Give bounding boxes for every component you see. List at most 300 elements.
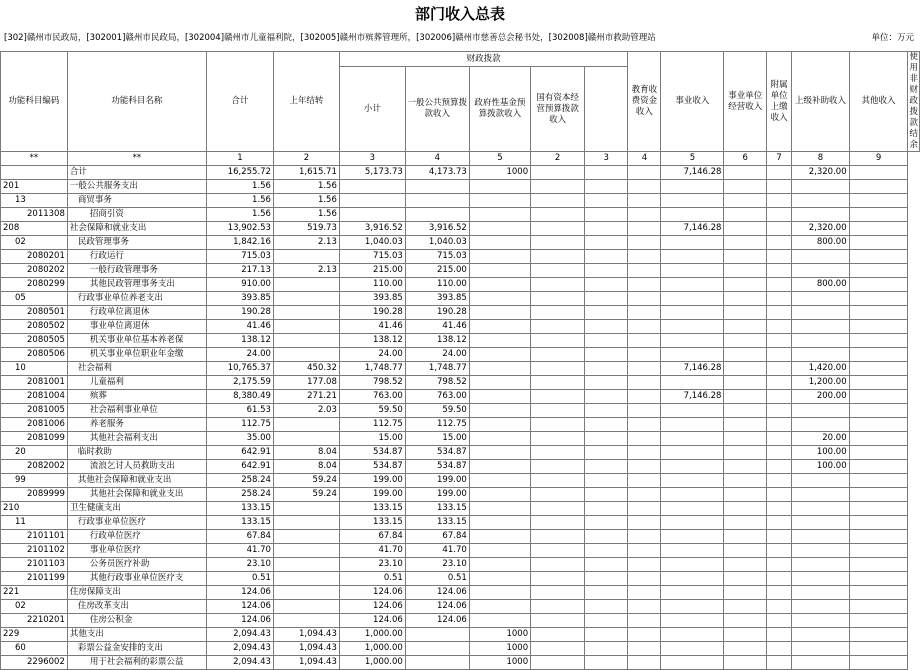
value-cell: [661, 572, 724, 586]
code-cell: 2081005: [1, 404, 68, 418]
value-cell: [531, 404, 585, 418]
header-subsidiary: 附属单位上缴收入: [766, 52, 791, 152]
value-cell: 177.08: [273, 376, 339, 390]
value-cell: 133.15: [405, 502, 469, 516]
header-superior: 上级补助收入: [792, 52, 849, 152]
value-cell: [724, 488, 767, 502]
value-cell: 67.84: [405, 530, 469, 544]
value-cell: 124.06: [339, 586, 405, 600]
value-cell: 1.56: [273, 194, 339, 208]
value-cell: [849, 572, 908, 586]
value-cell: [585, 474, 628, 488]
name-cell: 临时救助: [67, 446, 206, 460]
value-cell: [628, 474, 661, 488]
value-cell: [849, 390, 908, 404]
value-cell: 271.21: [273, 390, 339, 404]
value-cell: [661, 250, 724, 264]
value-cell: [849, 460, 908, 474]
value-cell: 1,040.03: [405, 236, 469, 250]
value-cell: 450.32: [273, 362, 339, 376]
value-cell: [531, 642, 585, 656]
column-index-cell: 8: [792, 152, 849, 166]
value-cell: [849, 404, 908, 418]
value-cell: [628, 264, 661, 278]
name-cell: 其他支出: [67, 628, 206, 642]
value-cell: [766, 418, 791, 432]
value-cell: 10,765.37: [206, 362, 273, 376]
value-cell: [661, 642, 724, 656]
value-cell: [469, 376, 530, 390]
table-row: [1, 404, 920, 418]
value-cell: [628, 418, 661, 432]
value-cell: [792, 516, 849, 530]
value-cell: [585, 558, 628, 572]
department-list: [302]赣州市民政局，[302001]赣州市民政局，[302004]赣州市儿童福利院，[302005]赣州市殡葬管理所，[302006]赣州市慈善总会秘书处，[302008]赣州市救助管理站: [4, 33, 656, 43]
value-cell: [628, 222, 661, 236]
value-cell: [531, 516, 585, 530]
value-cell: [792, 194, 849, 208]
table-row: [1, 474, 920, 488]
value-cell: [531, 446, 585, 460]
value-cell: [585, 488, 628, 502]
code-cell: 2081004: [1, 390, 68, 404]
value-cell: [766, 166, 791, 180]
value-cell: [724, 306, 767, 320]
value-cell: [531, 250, 585, 264]
table-row: [1, 208, 920, 222]
value-cell: [531, 194, 585, 208]
value-cell: [724, 292, 767, 306]
value-cell: [628, 362, 661, 376]
value-cell: 133.15: [339, 516, 405, 530]
name-cell: 住房公积金: [67, 614, 206, 628]
income-summary-table: [0, 51, 920, 670]
value-cell: [792, 558, 849, 572]
value-cell: [661, 236, 724, 250]
column-index-cell: 5: [469, 152, 530, 166]
value-cell: [585, 544, 628, 558]
value-cell: [724, 642, 767, 656]
value-cell: [273, 432, 339, 446]
value-cell: [531, 180, 585, 194]
table-row: [1, 586, 920, 600]
value-cell: 16,255.72: [206, 166, 273, 180]
value-cell: 199.00: [405, 488, 469, 502]
code-cell: 2080202: [1, 264, 68, 278]
value-cell: 24.00: [206, 348, 273, 362]
value-cell: [531, 614, 585, 628]
value-cell: [766, 404, 791, 418]
value-cell: [628, 320, 661, 334]
value-cell: [724, 432, 767, 446]
value-cell: [628, 488, 661, 502]
value-cell: 2.03: [273, 404, 339, 418]
value-cell: [766, 348, 791, 362]
value-cell: 2,094.43: [206, 628, 273, 642]
value-cell: [766, 586, 791, 600]
value-cell: [724, 208, 767, 222]
name-cell: 社会保障和就业支出: [67, 222, 206, 236]
value-cell: [469, 544, 530, 558]
value-cell: [792, 488, 849, 502]
value-cell: [531, 474, 585, 488]
value-cell: [792, 320, 849, 334]
value-cell: [849, 516, 908, 530]
column-index-cell: 2: [273, 152, 339, 166]
value-cell: [273, 250, 339, 264]
value-cell: 2,175.59: [206, 376, 273, 390]
value-cell: 1,748.77: [405, 362, 469, 376]
name-cell: 其他社会福利支出: [67, 432, 206, 446]
table-row: [1, 362, 920, 376]
value-cell: [792, 306, 849, 320]
value-cell: [469, 530, 530, 544]
value-cell: [469, 446, 530, 460]
value-cell: [724, 404, 767, 418]
header-state-capital: 国有资本经营预算拨款收入: [531, 67, 585, 152]
value-cell: [469, 516, 530, 530]
value-cell: [661, 180, 724, 194]
value-cell: [724, 278, 767, 292]
value-cell: [849, 222, 908, 236]
name-cell: 其他社会保障和就业支出: [67, 474, 206, 488]
value-cell: 1.56: [273, 208, 339, 222]
column-index-cell: 6: [724, 152, 767, 166]
value-cell: 138.12: [339, 334, 405, 348]
value-cell: 800.00: [792, 278, 849, 292]
name-cell: 社会福利: [67, 362, 206, 376]
code-cell: 2081099: [1, 432, 68, 446]
value-cell: [585, 516, 628, 530]
name-cell: 卫生健康支出: [67, 502, 206, 516]
name-cell: 行政事业单位养老支出: [67, 292, 206, 306]
table-row: [1, 642, 920, 656]
value-cell: [792, 348, 849, 362]
value-cell: [405, 628, 469, 642]
value-cell: [469, 278, 530, 292]
value-cell: [585, 614, 628, 628]
value-cell: [531, 530, 585, 544]
value-cell: [628, 166, 661, 180]
value-cell: [792, 334, 849, 348]
value-cell: [585, 264, 628, 278]
value-cell: [585, 628, 628, 642]
table-row: [1, 222, 920, 236]
value-cell: [724, 362, 767, 376]
value-cell: [628, 446, 661, 460]
value-cell: [405, 208, 469, 222]
value-cell: 258.24: [206, 488, 273, 502]
value-cell: 0.51: [206, 572, 273, 586]
value-cell: 133.15: [405, 516, 469, 530]
value-cell: [628, 530, 661, 544]
value-cell: 133.15: [339, 502, 405, 516]
value-cell: [849, 306, 908, 320]
value-cell: [628, 572, 661, 586]
value-cell: [531, 236, 585, 250]
value-cell: [531, 334, 585, 348]
value-cell: [628, 376, 661, 390]
value-cell: [628, 642, 661, 656]
value-cell: 110.00: [405, 278, 469, 292]
value-cell: 41.46: [206, 320, 273, 334]
value-cell: 910.00: [206, 278, 273, 292]
table-row: [1, 264, 920, 278]
value-cell: [531, 656, 585, 670]
name-cell: 其他社会保障和就业支出: [67, 488, 206, 502]
value-cell: 190.28: [405, 306, 469, 320]
value-cell: 61.53: [206, 404, 273, 418]
code-cell: 2011308: [1, 208, 68, 222]
value-cell: 1000: [469, 628, 530, 642]
value-cell: [531, 292, 585, 306]
value-cell: [849, 166, 908, 180]
name-cell: 合计: [67, 166, 206, 180]
value-cell: [405, 656, 469, 670]
value-cell: [849, 194, 908, 208]
value-cell: [724, 628, 767, 642]
value-cell: 15.00: [339, 432, 405, 446]
value-cell: [469, 502, 530, 516]
column-index-cell: **: [67, 152, 206, 166]
value-cell: 215.00: [405, 264, 469, 278]
table-row: [1, 306, 920, 320]
table-row: [1, 348, 920, 362]
name-cell: 殡葬: [67, 390, 206, 404]
value-cell: 763.00: [405, 390, 469, 404]
column-index-cell: 3: [585, 152, 628, 166]
value-cell: [273, 558, 339, 572]
value-cell: 190.28: [206, 306, 273, 320]
column-index-cell: 7: [766, 152, 791, 166]
page-title: 部门收入总表: [414, 5, 505, 23]
value-cell: 1,748.77: [339, 362, 405, 376]
value-cell: 7,146.28: [661, 390, 724, 404]
value-cell: [766, 390, 791, 404]
code-cell: 02: [1, 600, 68, 614]
value-cell: [661, 264, 724, 278]
value-cell: 2.13: [273, 236, 339, 250]
name-cell: 机关事业单位职业年金缴: [67, 348, 206, 362]
value-cell: [766, 488, 791, 502]
value-cell: [531, 460, 585, 474]
value-cell: [469, 320, 530, 334]
code-cell: 2296002: [1, 656, 68, 670]
table-row: [1, 502, 920, 516]
header-edu-fee: 教育收费资金收入: [628, 52, 661, 152]
value-cell: [469, 474, 530, 488]
value-cell: [849, 334, 908, 348]
value-cell: [661, 530, 724, 544]
value-cell: [469, 432, 530, 446]
value-cell: [469, 180, 530, 194]
header-subtotal: 小计: [339, 67, 405, 152]
value-cell: [628, 656, 661, 670]
value-cell: 8.04: [273, 460, 339, 474]
value-cell: [628, 180, 661, 194]
value-cell: [469, 586, 530, 600]
value-cell: 1000: [469, 656, 530, 670]
table-row: [1, 656, 920, 670]
value-cell: [792, 544, 849, 558]
value-cell: [585, 292, 628, 306]
header-fiscal: 财政拨款: [339, 52, 628, 67]
value-cell: [585, 446, 628, 460]
value-cell: [724, 194, 767, 208]
value-cell: 1000: [469, 166, 530, 180]
code-cell: 2101102: [1, 544, 68, 558]
value-cell: [766, 502, 791, 516]
column-index-cell: 2: [531, 152, 585, 166]
value-cell: [585, 166, 628, 180]
value-cell: [531, 362, 585, 376]
code-cell: 20: [1, 446, 68, 460]
value-cell: [585, 404, 628, 418]
value-cell: 199.00: [339, 474, 405, 488]
value-cell: [628, 306, 661, 320]
name-cell: 事业单位医疗: [67, 544, 206, 558]
value-cell: 2,094.43: [206, 656, 273, 670]
value-cell: [724, 418, 767, 432]
value-cell: [849, 558, 908, 572]
value-cell: [531, 278, 585, 292]
value-cell: [628, 614, 661, 628]
value-cell: [273, 292, 339, 306]
value-cell: [469, 222, 530, 236]
value-cell: 190.28: [339, 306, 405, 320]
value-cell: [849, 264, 908, 278]
value-cell: [531, 628, 585, 642]
value-cell: [469, 208, 530, 222]
value-cell: [724, 222, 767, 236]
value-cell: 763.00: [339, 390, 405, 404]
column-index-cell: 9: [849, 152, 908, 166]
value-cell: [339, 208, 405, 222]
value-cell: [585, 334, 628, 348]
value-cell: [792, 404, 849, 418]
name-cell: 招商引资: [67, 208, 206, 222]
name-cell: 住房改革支出: [67, 600, 206, 614]
value-cell: [531, 320, 585, 334]
value-cell: [792, 264, 849, 278]
value-cell: [531, 432, 585, 446]
header-gov-fund: 政府性基金预算拨款收入: [469, 67, 530, 152]
value-cell: [661, 208, 724, 222]
value-cell: [469, 250, 530, 264]
value-cell: [273, 334, 339, 348]
value-cell: [628, 194, 661, 208]
value-cell: 4,173.73: [405, 166, 469, 180]
value-cell: [849, 446, 908, 460]
code-cell: 229: [1, 628, 68, 642]
value-cell: [766, 194, 791, 208]
value-cell: 13,902.53: [206, 222, 273, 236]
column-index-row: [1, 152, 920, 166]
column-index-cell: 3: [339, 152, 405, 166]
value-cell: [273, 278, 339, 292]
value-cell: [585, 362, 628, 376]
value-cell: 1.56: [206, 194, 273, 208]
value-cell: 1,094.43: [273, 628, 339, 642]
value-cell: [469, 418, 530, 432]
code-cell: 60: [1, 642, 68, 656]
value-cell: [273, 502, 339, 516]
value-cell: [531, 558, 585, 572]
table-row: [1, 600, 920, 614]
header-other: 其他收入: [849, 52, 908, 152]
value-cell: 15.00: [405, 432, 469, 446]
value-cell: [792, 418, 849, 432]
value-cell: 393.85: [206, 292, 273, 306]
value-cell: [585, 236, 628, 250]
value-cell: [661, 446, 724, 460]
value-cell: [273, 600, 339, 614]
header-nonfiscal: 使用非财政拨款结余: [909, 52, 918, 150]
header-total: 合计: [206, 52, 273, 152]
value-cell: [766, 656, 791, 670]
value-cell: [724, 558, 767, 572]
table-body: [1, 166, 920, 670]
value-cell: [628, 558, 661, 572]
value-cell: 1.56: [206, 180, 273, 194]
value-cell: [585, 348, 628, 362]
value-cell: 133.15: [206, 502, 273, 516]
code-cell: 05: [1, 292, 68, 306]
value-cell: [628, 516, 661, 530]
value-cell: [766, 544, 791, 558]
code-cell: 201: [1, 180, 68, 194]
value-cell: 7,146.28: [661, 166, 724, 180]
value-cell: [849, 432, 908, 446]
code-cell: 2101101: [1, 530, 68, 544]
value-cell: [792, 530, 849, 544]
value-cell: [531, 264, 585, 278]
value-cell: 67.84: [206, 530, 273, 544]
value-cell: [792, 474, 849, 488]
value-cell: [469, 460, 530, 474]
value-cell: [585, 390, 628, 404]
table-row: [1, 544, 920, 558]
value-cell: [766, 264, 791, 278]
value-cell: [766, 530, 791, 544]
value-cell: [792, 614, 849, 628]
header-general-budget: 一般公共预算拨款收入: [405, 67, 469, 152]
table-row: [1, 166, 920, 180]
value-cell: 124.06: [405, 586, 469, 600]
value-cell: [849, 376, 908, 390]
value-cell: [724, 264, 767, 278]
value-cell: [628, 544, 661, 558]
value-cell: [628, 432, 661, 446]
value-cell: [628, 628, 661, 642]
name-cell: 彩票公益金安排的支出: [67, 642, 206, 656]
value-cell: [792, 586, 849, 600]
value-cell: [273, 348, 339, 362]
value-cell: [531, 390, 585, 404]
value-cell: [531, 544, 585, 558]
value-cell: 59.50: [405, 404, 469, 418]
value-cell: 1,094.43: [273, 656, 339, 670]
value-cell: 59.24: [273, 474, 339, 488]
value-cell: [849, 614, 908, 628]
value-cell: [724, 614, 767, 628]
header-carryover: 上年结转: [273, 52, 339, 152]
table-row: [1, 278, 920, 292]
table-row: [1, 180, 920, 194]
value-cell: 100.00: [792, 460, 849, 474]
value-cell: [531, 586, 585, 600]
code-cell: 2081006: [1, 418, 68, 432]
